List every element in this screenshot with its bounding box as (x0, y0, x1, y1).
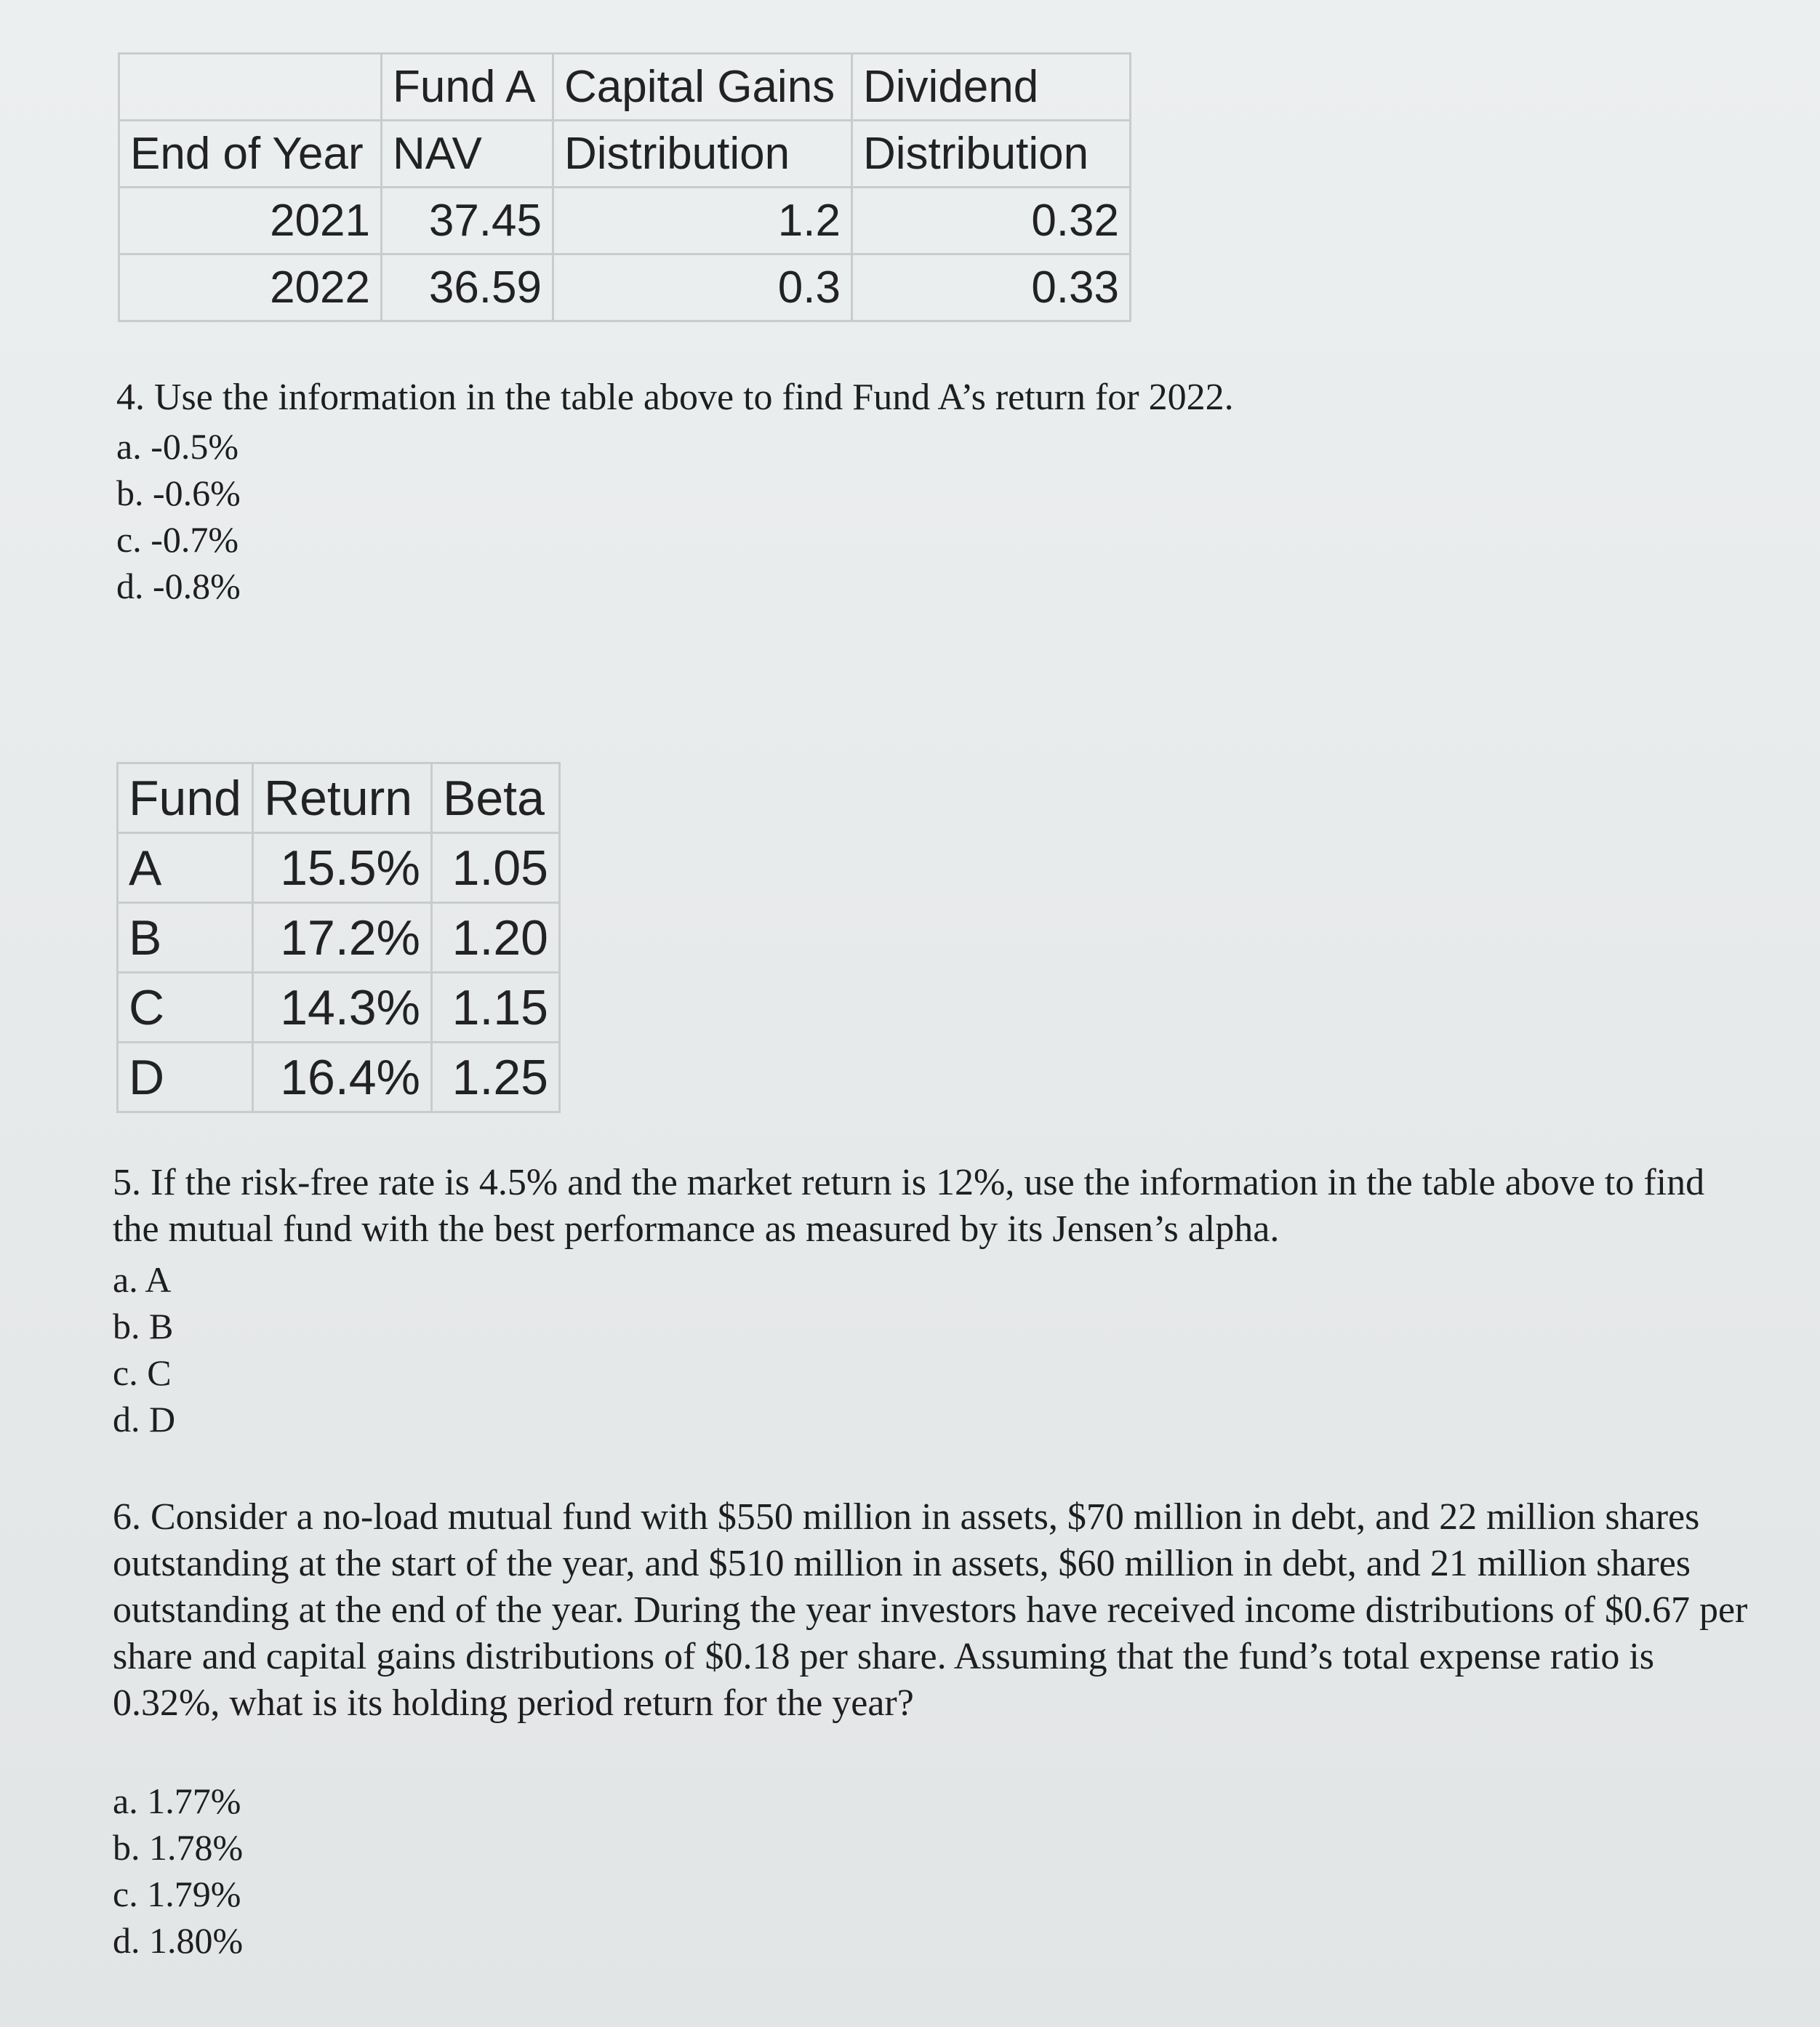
table-row (119, 188, 1131, 254)
table-row (118, 903, 560, 973)
table-cell: 14.3% (253, 973, 432, 1043)
fund-return-beta-table (116, 762, 561, 1113)
table-row (118, 833, 560, 903)
table-cell: 1.2 (553, 188, 852, 254)
question-4-options (116, 423, 241, 609)
table-cell: 37.45 (382, 188, 553, 254)
table-cell: A (118, 833, 253, 903)
table-cell: 0.33 (852, 254, 1131, 321)
table-cell: 0.3 (553, 254, 852, 321)
answer-option: b. -0.6% (116, 473, 241, 513)
table-header-row (118, 763, 560, 833)
table-cell: D (118, 1043, 253, 1112)
table-cell: B (118, 903, 253, 973)
answer-option: d. -0.8% (116, 566, 241, 606)
table-header-cell: Dividend (852, 54, 1131, 121)
table-row (118, 1043, 560, 1112)
answer-option: b. 1.78% (113, 1827, 244, 1868)
table-cell: 16.4% (253, 1043, 432, 1112)
table-header-row (119, 121, 1131, 188)
table-row (118, 973, 560, 1043)
question-6-text: 6. Consider a no-load mutual fund with $550 million in assets, $70 million in debt, and 22 million shares outstanding at the start of the year, and $510 million in assets, $60 million in debt, and 21 million shares outstanding at the end of the year. During the year investors have received income distributions of $0.67 per share and capital gains distributions of $0.18 per share. Assuming that the fund’s total expense ratio is 0.32%, what is its holding period return for the year? (113, 1496, 1748, 1724)
table-cell: 1.05 (432, 833, 560, 903)
answer-option: b. B (113, 1306, 174, 1346)
table-cell: 15.5% (253, 833, 432, 903)
table-header-row (119, 54, 1131, 121)
fund-a-table (118, 52, 1131, 322)
answer-option: d. D (113, 1399, 176, 1440)
answer-option: a. 1.77% (113, 1781, 241, 1821)
table-header-cell: NAV (382, 121, 553, 188)
table-header-cell: Fund (118, 763, 253, 833)
table-header-cell: Beta (432, 763, 560, 833)
question-4-text: 4. Use the information in the table above to find Fund A’s return for 2022. (116, 377, 1234, 418)
table-cell: 1.20 (432, 903, 560, 973)
table-header-cell: Fund A (382, 54, 553, 121)
answer-option: c. -0.7% (116, 519, 238, 560)
table-header-cell: Capital Gains (553, 54, 852, 121)
table-cell: 2021 (119, 188, 382, 254)
table-row (119, 254, 1131, 321)
table-cell: 2022 (119, 254, 382, 321)
table-header-cell: End of Year (119, 121, 382, 188)
question-5-options (113, 1256, 175, 1442)
question-6-options (113, 1778, 243, 1964)
table-cell: C (118, 973, 253, 1043)
answer-option: a. -0.5% (116, 426, 238, 467)
table-header-cell: Distribution (852, 121, 1131, 188)
table-header-cell: Return (253, 763, 432, 833)
table-cell: 17.2% (253, 903, 432, 973)
answer-option: c. 1.79% (113, 1874, 241, 1914)
answer-option: c. C (113, 1352, 172, 1393)
answer-option: d. 1.80% (113, 1920, 244, 1961)
question-5-text: 5. If the risk-free rate is 4.5% and the market return is 12%, use the information in the table above to find the mutual fund with the best performance as measured by its Jensen’s alpha. (113, 1162, 1705, 1250)
table-cell: 0.32 (852, 188, 1131, 254)
table-cell: 1.15 (432, 973, 560, 1043)
table-cell: 36.59 (382, 254, 553, 321)
table-cell (119, 54, 382, 121)
answer-option: a. A (113, 1259, 172, 1300)
table-cell: 1.25 (432, 1043, 560, 1112)
table-header-cell: Distribution (553, 121, 852, 188)
